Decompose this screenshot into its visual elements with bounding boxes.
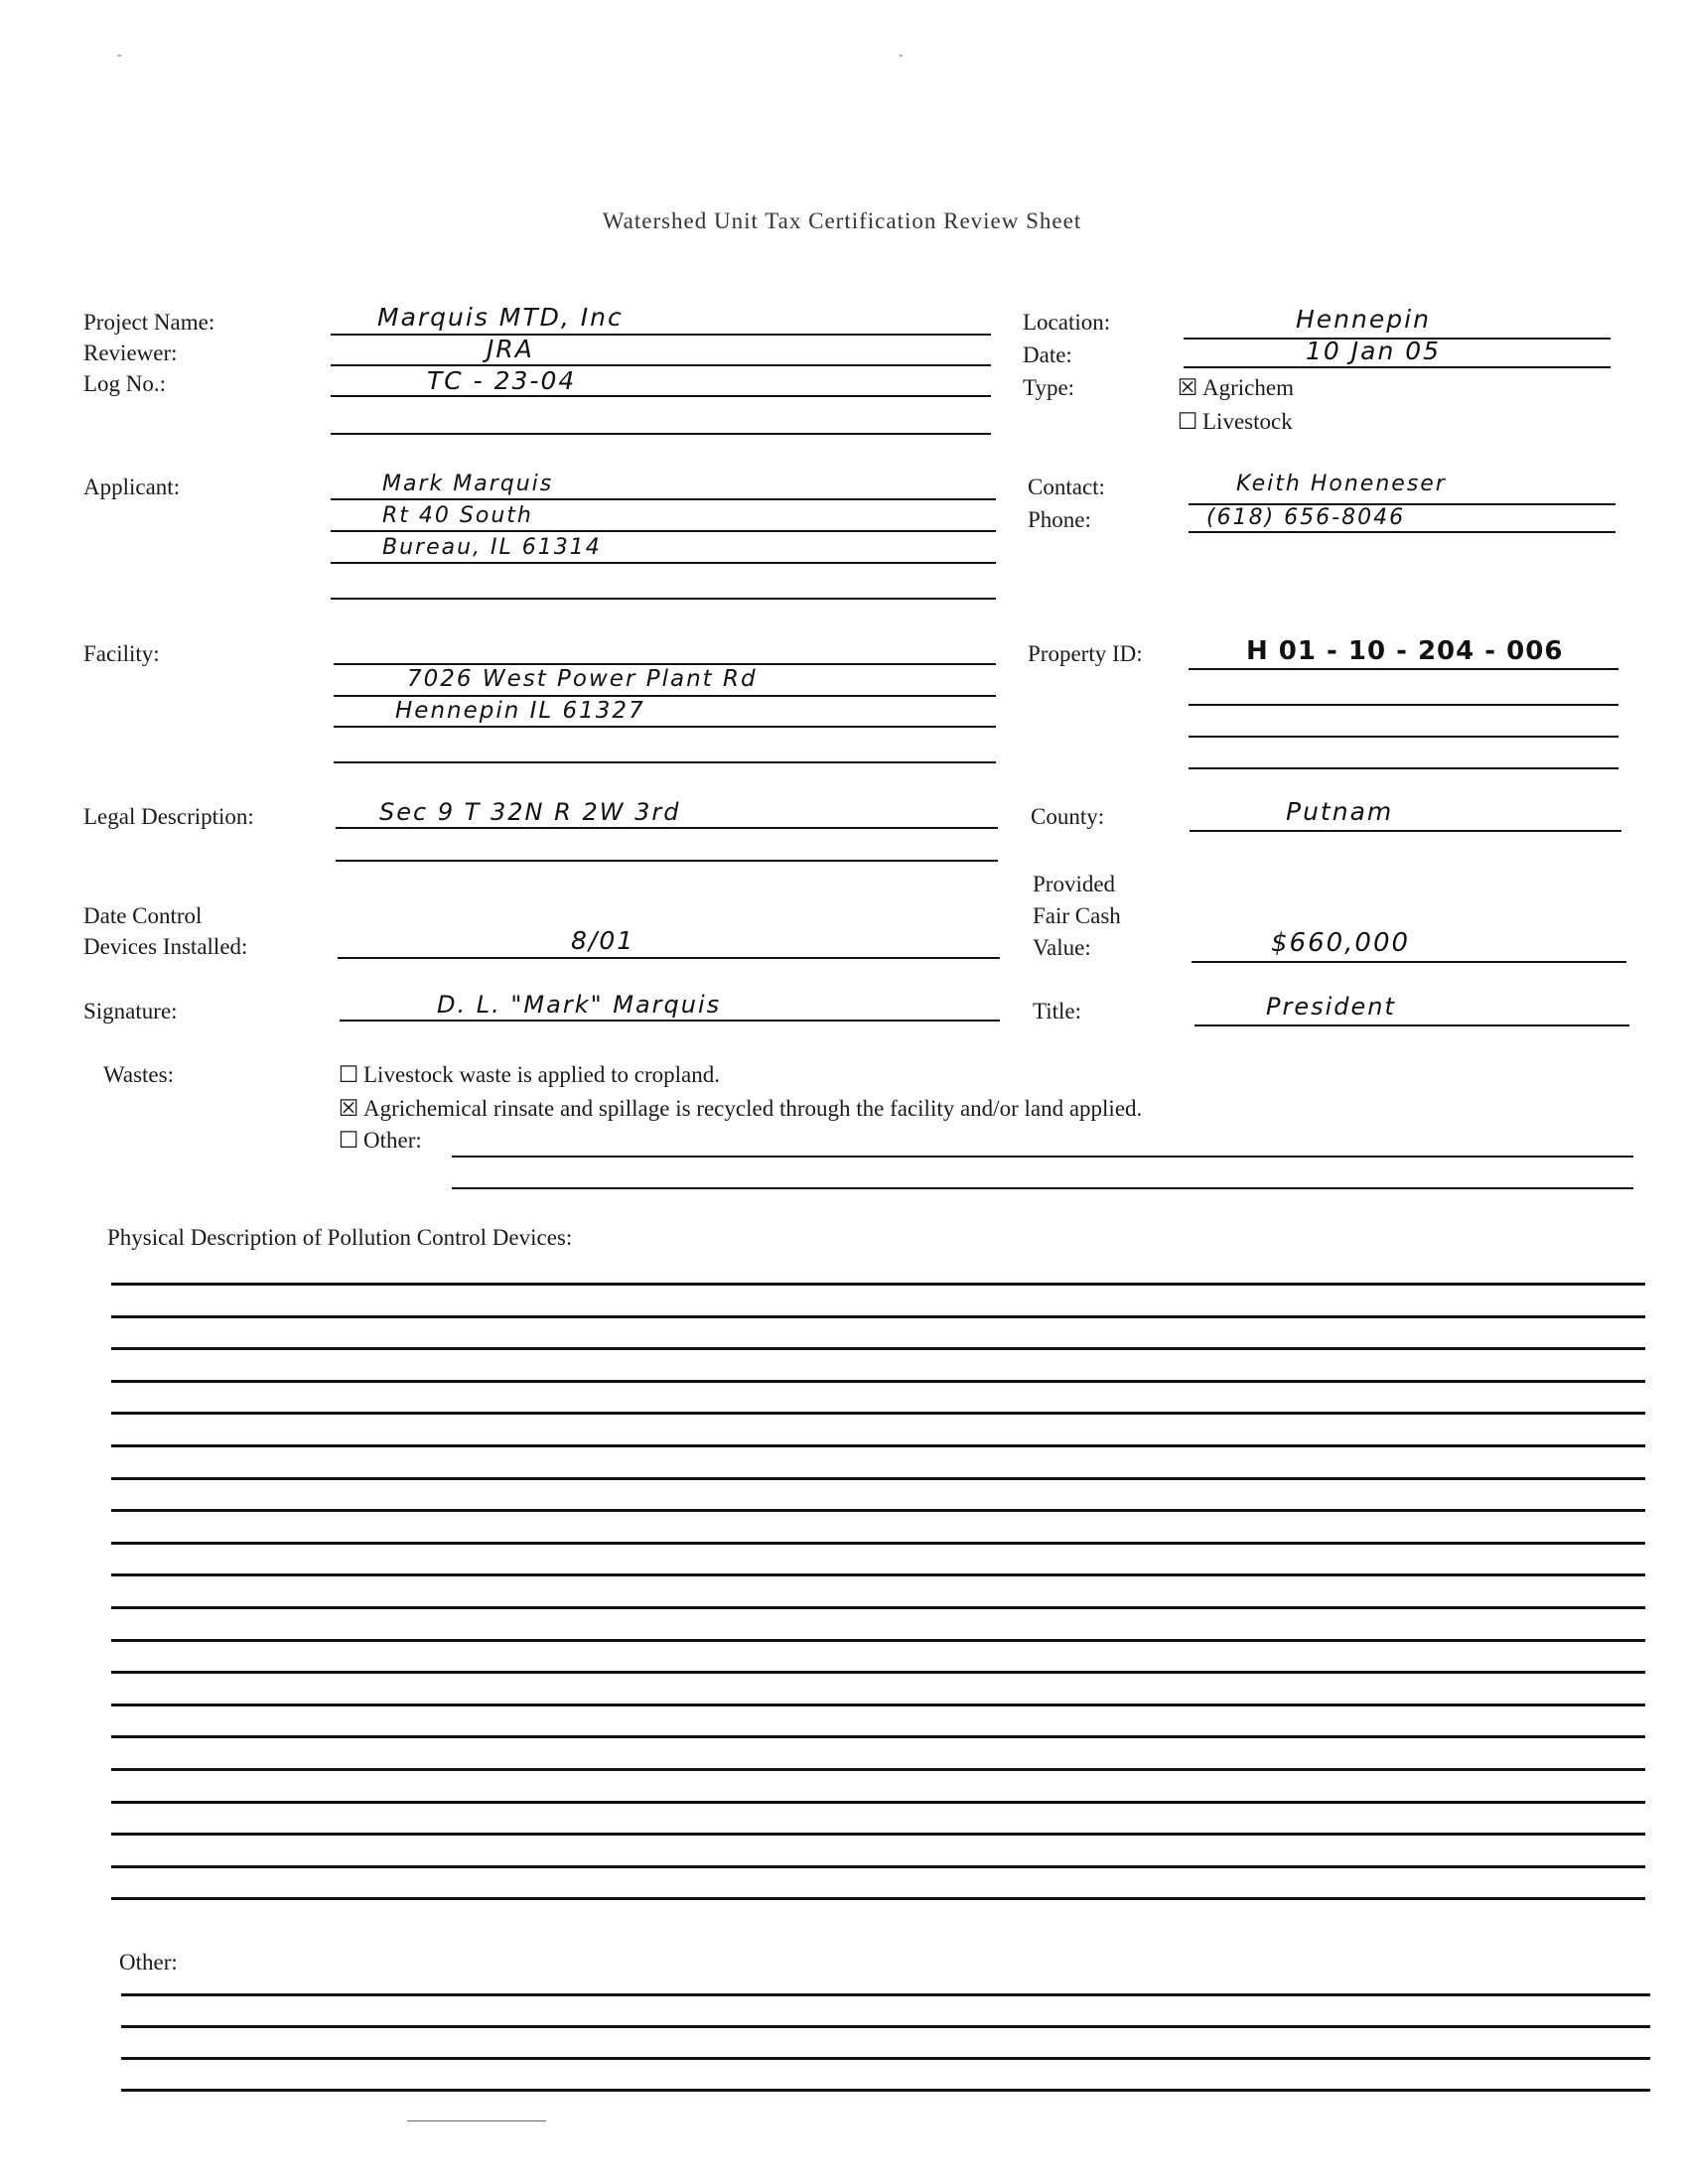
facility-line [334, 761, 996, 763]
writing-line [111, 1606, 1645, 1609]
property-id-line [1189, 668, 1618, 670]
property-id-line [1189, 704, 1618, 706]
reviewer-label: Reviewer: [83, 341, 178, 365]
writing-line [111, 1509, 1645, 1512]
checkbox-checked-icon: ☒ [1177, 375, 1198, 400]
other-bottom-label: Other: [119, 1950, 178, 1975]
phone-label: Phone: [1028, 507, 1091, 532]
date-control-label-line2: Devices Installed: [83, 934, 248, 959]
writing-line [111, 1671, 1645, 1674]
date-value: 10 Jan 05 [1306, 337, 1442, 365]
waste-other-line [452, 1187, 1633, 1189]
date-control-label-line1: Date Control [83, 903, 203, 928]
writing-line [111, 1801, 1645, 1804]
writing-line [111, 1639, 1645, 1642]
fair-cash-label-line2: Fair Cash [1033, 903, 1121, 928]
title-label: Title: [1033, 999, 1082, 1024]
date-installed-line [338, 957, 1000, 959]
property-id-line [1189, 736, 1618, 738]
date-label: Date: [1023, 342, 1072, 367]
log-no-label: Log No.: [83, 371, 167, 396]
writing-line [111, 1380, 1645, 1383]
writing-line [111, 1283, 1645, 1286]
waste-other-line [452, 1156, 1633, 1158]
facility-line1-value: 7026 West Power Plant Rd [407, 666, 758, 692]
type-option-livestock[interactable] [1177, 409, 1293, 435]
writing-line [111, 1542, 1645, 1545]
waste-option-livestock[interactable] [338, 1062, 720, 1088]
writing-line [121, 1993, 1650, 1996]
physical-description-label: Physical Description of Pollution Control Devices: [107, 1225, 573, 1250]
writing-line [111, 1412, 1645, 1415]
legal-description-label: Legal Description: [83, 804, 254, 829]
reviewer-value: JRA [487, 335, 534, 363]
facility-line2-value: Hennepin IL 61327 [395, 698, 645, 724]
project-name-label: Project Name: [83, 310, 215, 335]
writing-line [111, 1573, 1645, 1576]
waste-option-agrichemical[interactable] [338, 1096, 1142, 1122]
writing-line [111, 1833, 1645, 1836]
log-no-line [331, 395, 991, 397]
writing-line [111, 1347, 1645, 1350]
property-id-value: H 01 - 10 - 204 - 006 [1246, 636, 1564, 666]
scan-speck: - [899, 48, 904, 63]
county-line [1190, 830, 1621, 832]
fair-cash-label-line1: Provided [1033, 872, 1116, 896]
scan-speck: - [117, 48, 122, 63]
page-title: Watershed Unit Tax Certification Review Sheet [602, 208, 1082, 233]
applicant-line1-value: Mark Marquis [382, 472, 554, 496]
fair-cash-line [1192, 961, 1626, 963]
fair-cash-label-line3: Value: [1033, 935, 1091, 960]
waste-option-label: Agrichemical rinsate and spillage is recycled through the facility and/or land applied. [363, 1096, 1143, 1121]
waste-option-other[interactable] [338, 1128, 422, 1154]
writing-line [121, 2089, 1650, 2092]
waste-option-label: Other: [363, 1128, 422, 1153]
applicant-line [331, 598, 996, 600]
legal-description-line [336, 860, 998, 862]
waste-option-label: Livestock waste is applied to cropland. [363, 1062, 720, 1087]
applicant-label: Applicant: [83, 475, 181, 499]
location-value: Hennepin [1296, 305, 1431, 334]
applicant-line [331, 498, 996, 500]
facility-line [334, 726, 996, 728]
writing-line [111, 1768, 1645, 1771]
title-line [1194, 1024, 1629, 1026]
property-id-line [1189, 767, 1618, 769]
project-name-value: Marquis MTD, Inc [377, 303, 624, 332]
checkbox-empty-icon: ☐ [1177, 409, 1198, 434]
checkbox-empty-icon: ☐ [338, 1128, 359, 1153]
date-installed-value: 8/01 [571, 926, 635, 955]
title-value: President [1266, 993, 1396, 1021]
applicant-line [331, 562, 996, 564]
applicant-line [331, 530, 996, 532]
writing-line [121, 2057, 1650, 2060]
county-label: County: [1031, 804, 1105, 829]
checkbox-empty-icon: ☐ [338, 1062, 359, 1087]
property-id-label: Property ID: [1028, 641, 1143, 666]
contact-value: Keith Honeneser [1236, 472, 1447, 496]
county-value: Putnam [1286, 797, 1394, 826]
writing-line [111, 1477, 1645, 1480]
writing-line [111, 1735, 1645, 1738]
type-label: Type: [1023, 375, 1075, 400]
phone-value: (618) 656-8046 [1206, 505, 1406, 530]
facility-label: Facility: [83, 641, 160, 666]
type-option-label: Agrichem [1202, 375, 1294, 400]
applicant-line2-value: Rt 40 South [382, 503, 533, 528]
writing-line [111, 1444, 1645, 1447]
writing-line [111, 1315, 1645, 1318]
wastes-label: Wastes: [103, 1062, 174, 1087]
writing-line [121, 2025, 1650, 2028]
contact-label: Contact: [1028, 475, 1105, 499]
signature-value: D. L. "Mark" Marquis [437, 991, 722, 1019]
log-no-value: TC - 23-04 [427, 366, 577, 395]
date-line [1184, 366, 1611, 368]
location-label: Location: [1023, 310, 1111, 335]
legal-description-line [336, 827, 998, 829]
writing-line [111, 1897, 1645, 1900]
checkbox-checked-icon: ☒ [338, 1096, 359, 1121]
type-option-label: Livestock [1202, 409, 1293, 434]
signature-line [340, 1020, 1000, 1022]
writing-line [111, 1865, 1645, 1868]
scan-artifact-line [407, 2120, 546, 2121]
project-name-line [331, 334, 991, 336]
blank-line [331, 433, 991, 435]
phone-line [1189, 531, 1615, 533]
fair-cash-value: $660,000 [1271, 928, 1411, 958]
legal-description-value: Sec 9 T 32N R 2W 3rd [379, 798, 681, 826]
type-option-agrichem[interactable] [1177, 375, 1294, 401]
writing-line [111, 1704, 1645, 1706]
applicant-line3-value: Bureau, IL 61314 [382, 535, 602, 560]
signature-label: Signature: [83, 999, 178, 1024]
